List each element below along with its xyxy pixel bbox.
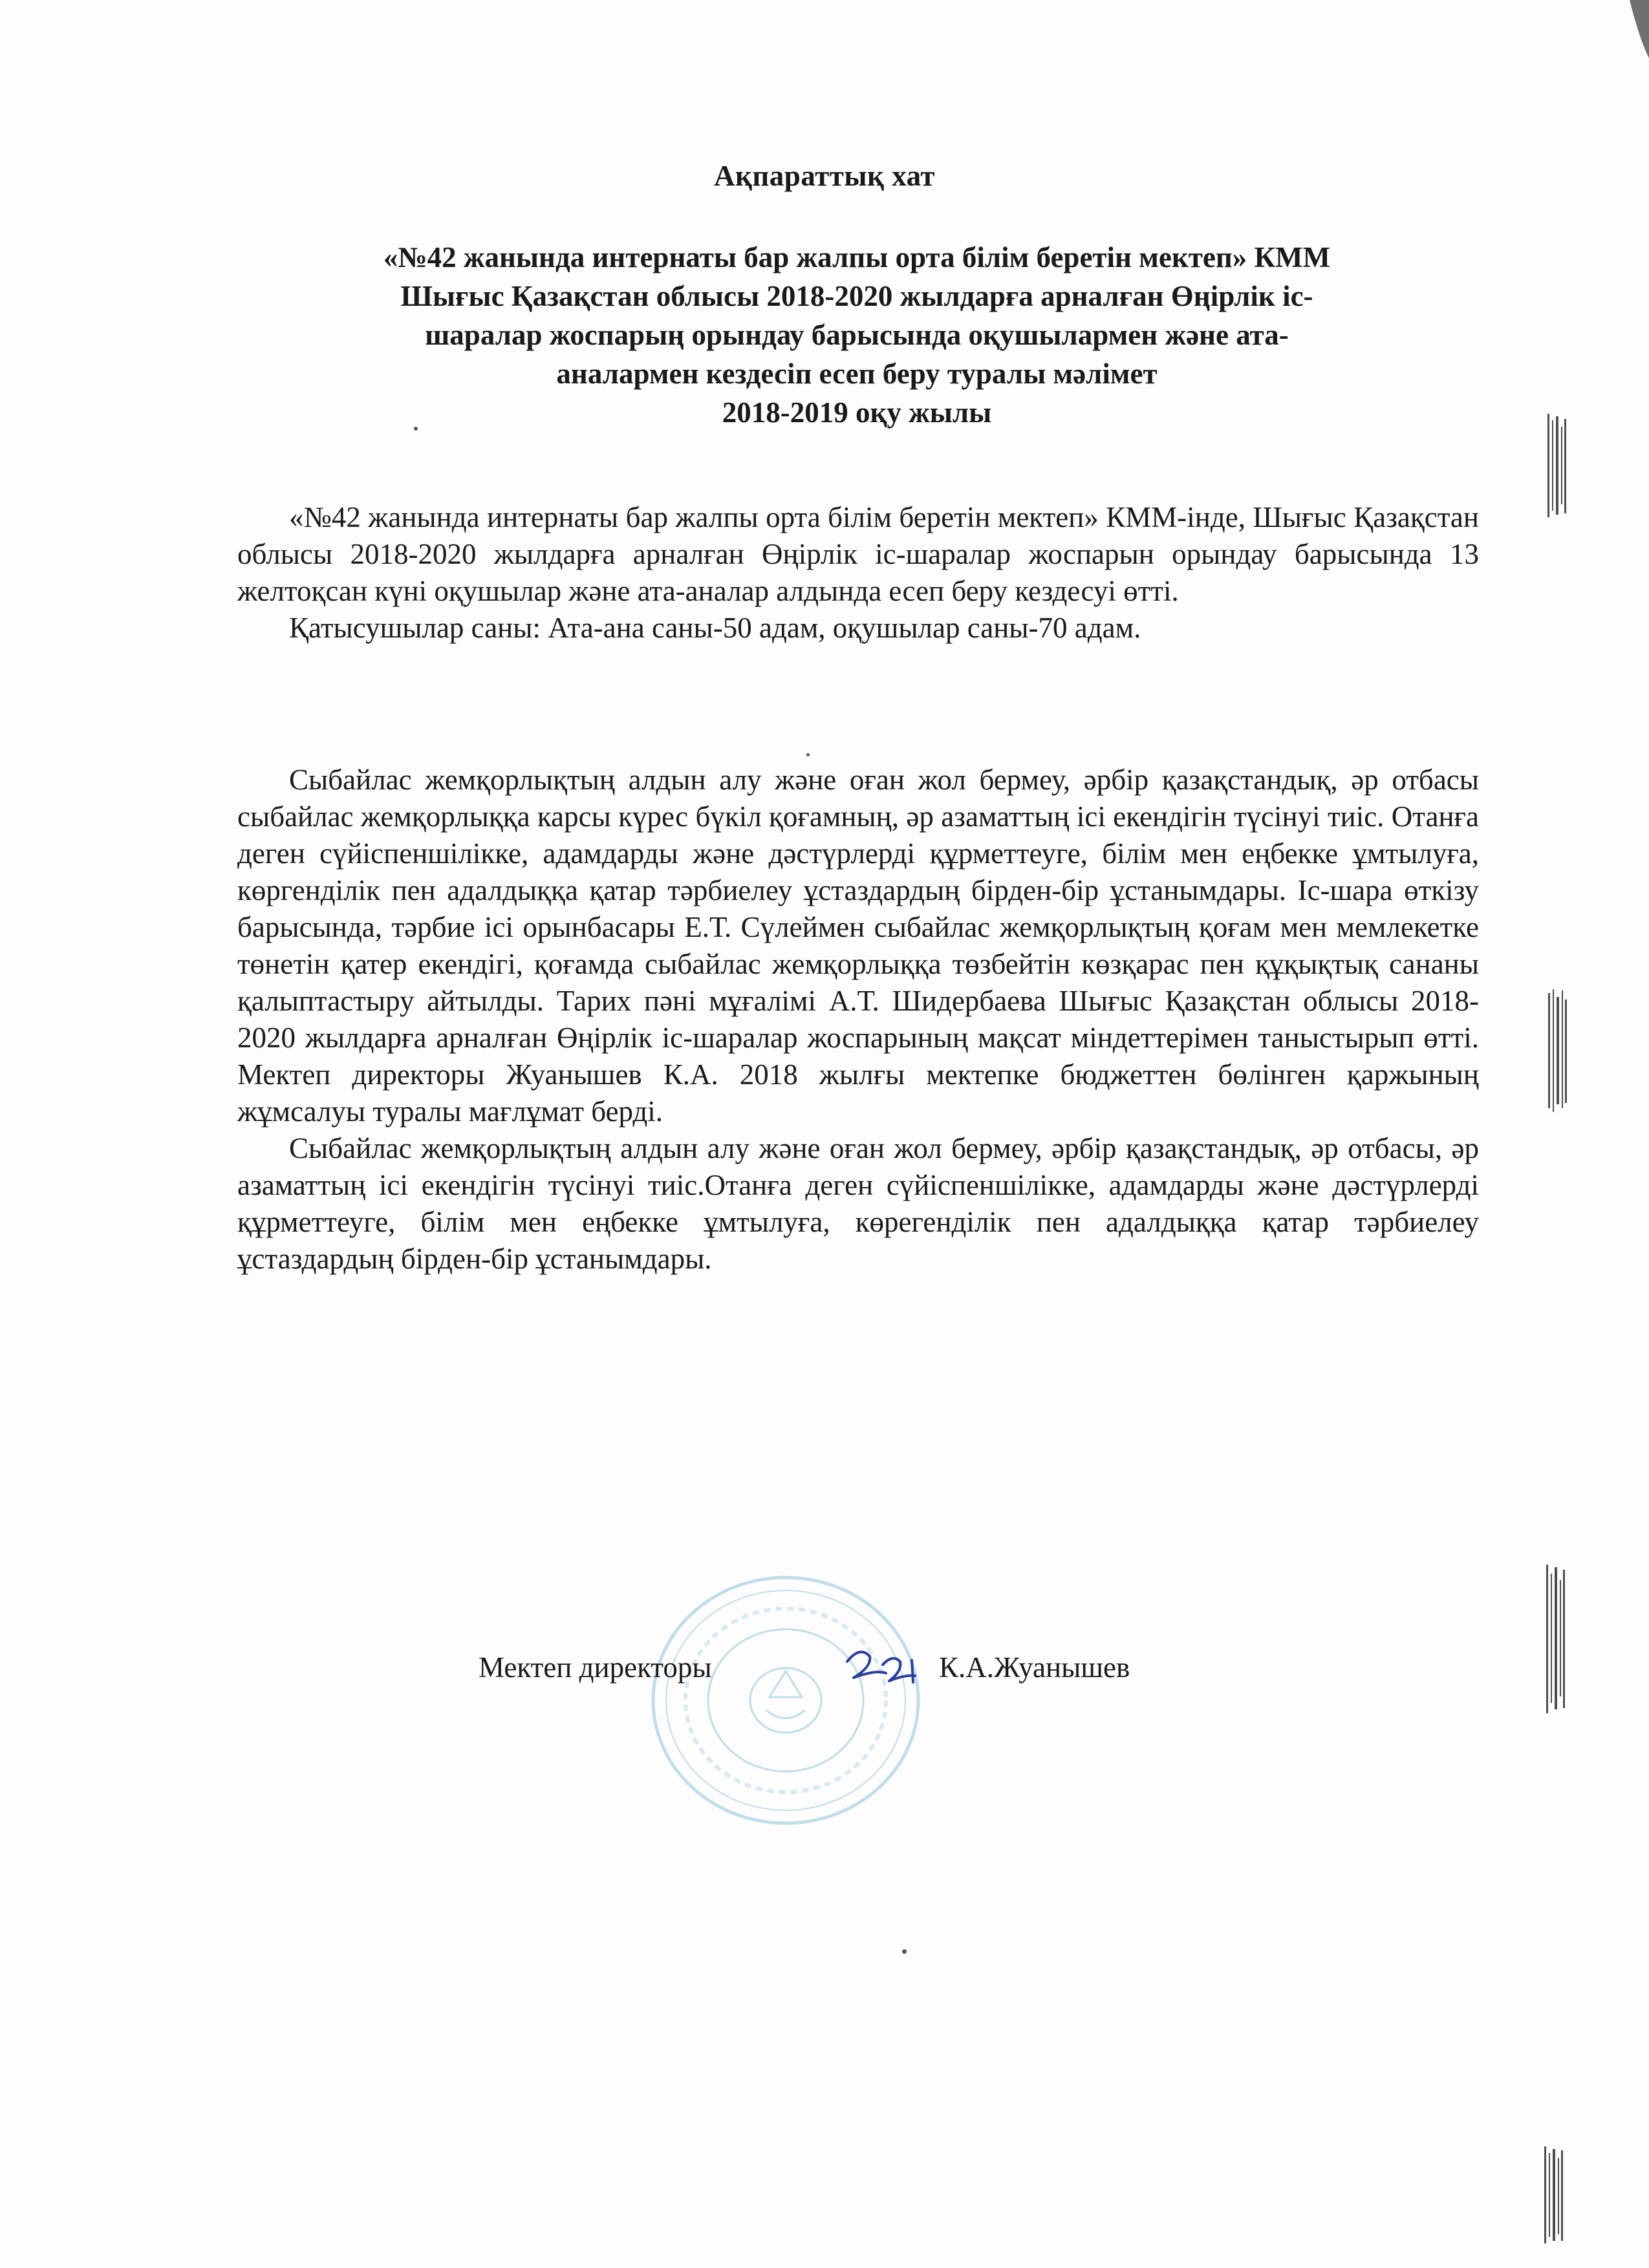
paragraph-main: Сыбайлас жемқорлықтың алдын алу және оған жол бермеу, әрбір қазақстандық, әр отбасы сыбайлас жемқорлыққа карсы күрес бүкіл қоғамның, әр азаматтың ісі екендігін түсінуі тиіс. Отанға деген сүйіспеншілікке, адамдарды және дәстүрлерді құрметтеуге, білім мен еңбекке ұмтылуға, көргенділік пен адалдыққа қатар тәрбиелеу ұстаздардың бірден-бір ұстанымдары. Іс-шара өткізу барысында, тәрбие ісі орынбасары Е.Т. Сүлеймен сыбайлас жемқорлықтың қоғам мен мемлекетке төнетін қатер екендігі, қоғамда сыбайлас жемқорлыққа төзбейтін көзқарас пен құқықтық сананы қалыптастыру айтылды. Тарих пәні мұғалімі А.Т. Шидербаева Шығыс Қазақстан облысы 2018-2020 жылдарға арналған Өңірлік іс-шаралар жоспарының мақсат міндеттерімен таныстырып өтті. Мектеп директоры Жуанышев К.А. 2018 жылғы мектепке бюджеттен бөлінген қаржының жұмсалуы туралы мағлұмат берді. — [237, 764, 1479, 1128]
body-section-main — [237, 762, 1479, 1278]
heading-line: «№42 жанында интернаты бар жалпы орта білім беретін мектеп» КММ — [383, 241, 1331, 273]
scan-artifact — [1547, 989, 1569, 1112]
scan-speck — [806, 753, 810, 756]
document-title: Ақпараттық хат — [713, 160, 936, 192]
scan-speck — [414, 427, 418, 431]
scan-speck — [902, 1949, 907, 1954]
scan-corner-artifact — [1610, 0, 1649, 58]
heading-line: 2018-2019 оқу жылы — [722, 396, 992, 429]
paragraph-closing: Сыбайлас жемқорлықтың алдын алу және оған жол бермеу, әрбір қазақстандық, әр отбасы, әр азаматтың ісі екендігін түсінуі тиіс.Отанға деген сүйіспеншілікке, адамдарды және дәстүрлерді құрметтеуге, білім мен еңбекке ұмтылуға, көрегенділік пен адалдыққа қатар тәрбиелеу ұстаздардың бірден-бір ұстанымдары. — [237, 1132, 1479, 1275]
body-section-intro — [237, 499, 1479, 647]
paragraph-participants: Қатысушылар саны: Ата-ана саны-50 адам, оқушылар саны-70 адам. — [289, 612, 1141, 644]
handwritten-signature — [841, 1642, 938, 1694]
signatory-position: Мектеп директоры — [479, 1651, 712, 1684]
signatory-name: К.А.Жуанышев — [939, 1651, 1130, 1684]
heading-line: Шығыс Қазақстан облысы 2018-2020 жылдарға арналған Өңірлік іс- — [400, 280, 1313, 312]
scan-artifact — [1543, 2146, 1565, 2243]
scan-artifact — [1546, 414, 1568, 517]
heading-line: аналармен кездесіп есеп беру туралы мәлімет — [556, 358, 1158, 390]
scan-artifact — [1544, 1565, 1566, 1713]
paragraph-intro: «№42 жанында интернаты бар жалпы орта білім беретін мектеп» КММ-інде, Шығыс Қазақстан облысы 2018-2020 жылдарға арналған Өңірлік іс-шаралар жоспарын орындау барысында 13 желтоқсан күні оқушылар және ата-аналар алдында есеп беру кездесуі өтті. — [237, 501, 1479, 607]
official-stamp-seal — [640, 1565, 931, 1836]
heading-line: шаралар жоспарың орындау барысында оқушылармен және ата- — [425, 319, 1289, 351]
document-heading — [226, 238, 1487, 432]
